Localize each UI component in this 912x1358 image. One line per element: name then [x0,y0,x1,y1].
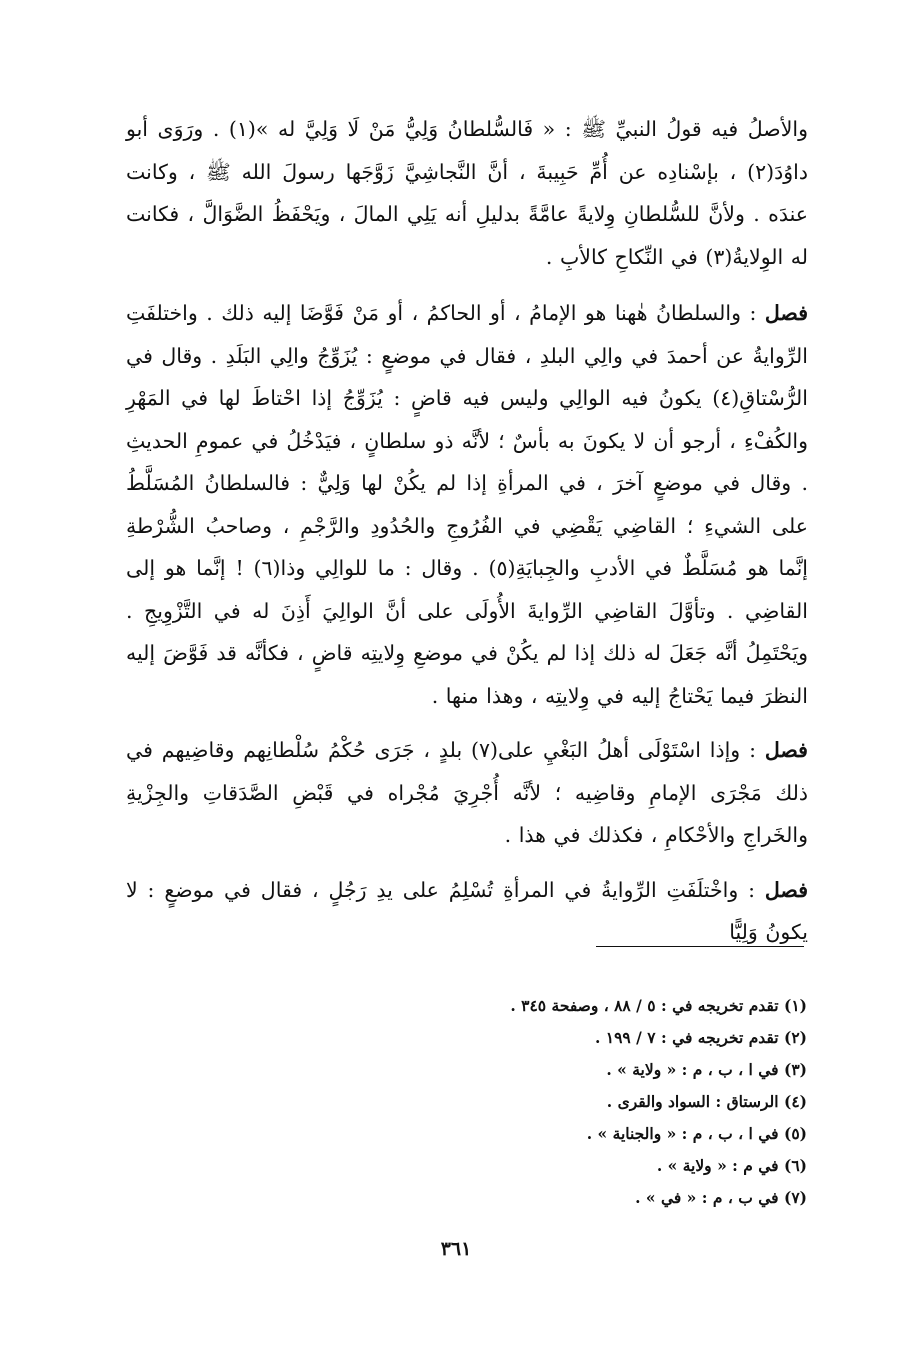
section-heading: فصل [764,877,808,902]
section-heading: فصل [764,738,808,762]
footnote: (٢) تقدم تخريجه في : ٧ / ١٩٩ . [594,1028,807,1047]
footnote: (٤) الرستاق : السواد والقرى . [606,1092,807,1111]
section-heading: فصل [764,301,808,325]
footnote-divider [596,946,804,947]
paragraph-text: والأصلُ فيه قولُ النبيِّ ﷺ : « فَالسُّلطانُ وَلِيُّ مَنْ لَا وَلِيَّ له »(١) . ورَوَى أبو داوُدَ(٢) ، بإسْنادِه عن أُمِّ حَبِيبةَ ، أنَّ النَّجاشِيَّ زَوَّجَها رسولَ الله ﷺ ، وكانت عندَه . ولأنَّ للسُّلطانِ وِلايةً عامَّةً بدليلِ أنه يَلِي المالَ ، ويَحْفَظُ الضَّوَالَّ ، فكانت له الوِلايةُ(٣) في النِّكاحِ كالأبِ . [126,117,808,269]
footnotes [300,990,807,1214]
paragraph [126,869,808,954]
paragraph-text: : وإذا اسْتَوْلَى أهلُ البَغْيِ على(٧) بلدٍ ، جَرَى حُكْمُ سُلْطانِهم وقاضِيهم في ذلك مَجْرَى الإمامِ وقاضِيه ؛ لأنَّه أُجْرِيَ مُجْراه في قَبْضِ الصَّدَقاتِ والجِزْيةِ والخَراجِ والأحْكامِ ، فكذلك في هذا . [126,738,808,847]
page-number: ٣٦١ [440,1238,472,1260]
main-text [126,108,808,966]
footnote: (٥) في ا ، ب ، م : « والجناية » . [586,1124,807,1143]
paragraph [126,729,808,857]
footnote: (٦) في م : « ولاية » . [656,1156,807,1175]
footnote: (١) تقدم تخريجه في : ٥ / ٨٨ ، وصفحة ٣٤٥ . [510,996,807,1015]
footnote: (٣) في ا ، ب ، م : « ولاية » . [606,1060,807,1079]
paragraph [126,292,808,717]
paragraph [126,108,808,278]
paragraph-text: : والسلطانُ هٰهنا هو الإمامُ ، أو الحاكمُ ، أو مَنْ فَوَّضَا إليه ذلك . واختلفَتِ الرِّوايةُ عن أحمدَ في والِي البلدِ ، فقال في موضعٍ : يُزَوِّجُ والِي البَلَدِ . وقال في الرُّسْتاقِ(٤) يكونُ فيه الوالِي وليس فيه قاضٍ : يُزَوِّجُ إذا احْتاطَ لها في المَهْرِ والكُفْءِ ، أرجو أن لا يكونَ به بأسٌ ؛ لأنَّه ذو سلطانٍ ، فيَدْخُلُ في عمومِ الحديثِ . وقال في موضعٍ آخرَ ، في المرأةِ إذا لم يكُنْ لها وَلِيٌّ : فالسلطانُ المُسَلَّطُ على الشيءِ ؛ القاضِي يَقْضِي في الفُرُوجِ والحُدُودِ والرَّجْمِ ، وصاحبُ الشُّرْطةِ إنَّما هو مُسَلَّطٌ في الأدبِ والجِبايَةِ(٥) . وقال : ما للوالِي وذا(٦) ! إنَّما هو إلى القاضِي . وتأوَّلَ القاضِي الرِّوايةَ الأُولَى على أنَّ الوالِيَ أَذِنَ له في التَّزْوِيجِ . ويَحْتَمِلُ أنَّه جَعَلَ له ذلك إذا لم يكُنْ في موضعِ وِلايتِه قاضٍ ، فكأنَّه قد فَوَّضَ إليه النظرَ فيما يَحْتاجُ إليه في وِلايتِه ، وهذا منها . [126,301,808,708]
paragraph-text: : واخْتلَفَتِ الرِّوايةُ في المرأةِ تُسْلِمُ على يدِ رَجُلٍ ، فقال في موضعٍ : لا يكونُ وَلِيًّا [126,877,808,944]
footnote: (٧) في ب ، م : « في » . [635,1188,807,1207]
